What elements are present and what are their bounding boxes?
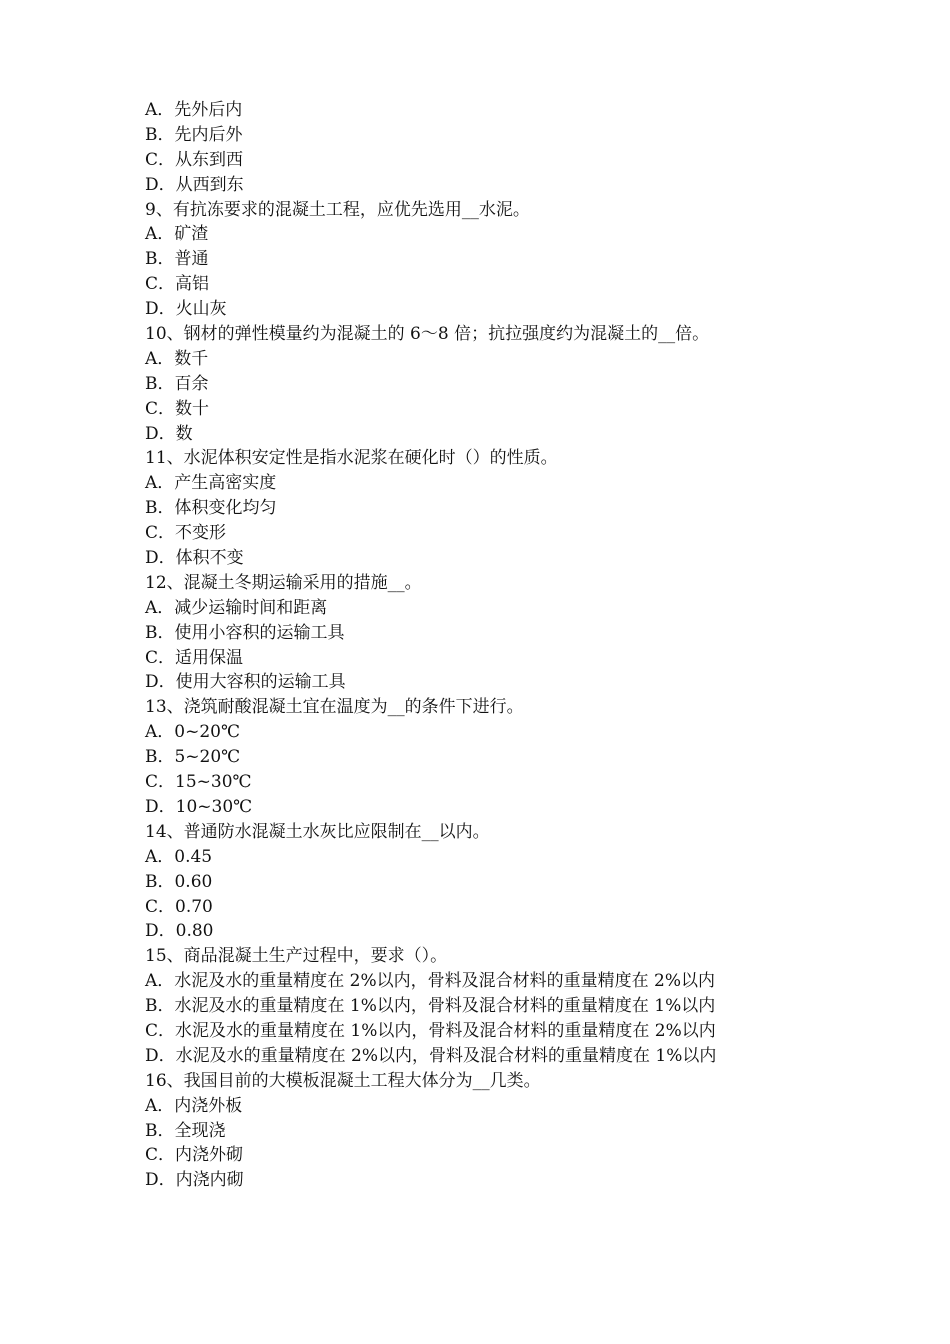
question-text: 15、商品混凝土生产过程中，要求（）。: [145, 946, 448, 967]
answer-option: C．水泥及水的重量精度在 1%以内，骨料及混合材料的重量精度在 2%以内: [145, 1020, 716, 1041]
answer-option: C．不变形: [145, 523, 227, 544]
answer-option: B．先内后外: [145, 124, 243, 145]
answer-option: A．0~20℃: [145, 722, 240, 743]
answer-option: D．内浇内砌: [145, 1170, 244, 1191]
answer-option: C．适用保温: [145, 647, 244, 668]
answer-option: B．5~20℃: [145, 747, 241, 768]
answer-option: A．产生高密实度: [145, 473, 277, 494]
question-text: 16、我国目前的大模板混凝土工程大体分为__几类。: [145, 1070, 541, 1091]
question-text: 11、水泥体积安定性是指水泥浆在硬化时（）的性质。: [145, 448, 558, 469]
answer-option: A．先外后内: [145, 100, 243, 120]
answer-option: C．数十: [145, 398, 210, 419]
question-text: 10、钢材的弹性模量约为混凝土的 6～8 倍；抗拉强度约为混凝土的__倍。: [145, 324, 710, 345]
answer-option: A．减少运输时间和距离: [145, 597, 328, 618]
answer-option: D．10~30℃: [145, 796, 253, 817]
answer-option: D．从西到东: [145, 174, 244, 195]
answer-option: D．体积不变: [145, 548, 244, 569]
answer-option: B．普通: [145, 249, 209, 270]
answer-option: A．0.45: [145, 846, 213, 867]
answer-option: D．数: [145, 423, 193, 444]
answer-option: D．0.80: [145, 921, 214, 942]
answer-option: C．15~30℃: [145, 772, 252, 793]
answer-option: A．水泥及水的重量精度在 2%以内，骨料及混合材料的重量精度在 2%以内: [145, 971, 716, 992]
question-text: 13、浇筑耐酸混凝土宜在温度为__的条件下进行。: [145, 697, 524, 718]
answer-option: B．使用小容积的运输工具: [145, 622, 345, 643]
question-text: 9、有抗冻要求的混凝土工程，应优先选用__水泥。: [145, 199, 530, 220]
answer-option: B．水泥及水的重量精度在 1%以内，骨料及混合材料的重量精度在 1%以内: [145, 996, 716, 1017]
answer-option: B．百余: [145, 373, 209, 394]
answer-option: C．0.70: [145, 896, 213, 917]
answer-option: B．全现浇: [145, 1120, 226, 1141]
answer-option: C．内浇外砌: [145, 1145, 244, 1166]
answer-option: A．数千: [145, 348, 209, 369]
question-text: 12、混凝土冬期运输采用的措施__。: [145, 572, 422, 593]
answer-option: B．0.60: [145, 871, 213, 892]
question-text: 14、普通防水混凝土水灰比应限制在__以内。: [145, 821, 490, 842]
answer-option: D．水泥及水的重量精度在 2%以内，骨料及混合材料的重量精度在 1%以内: [145, 1045, 717, 1066]
answer-option: A．矿渣: [145, 224, 209, 245]
answer-option: D．火山灰: [145, 299, 227, 320]
question-list: [145, 98, 805, 1193]
answer-option: C．从东到西: [145, 149, 244, 170]
answer-option: D．使用大容积的运输工具: [145, 672, 346, 693]
answer-option: A．内浇外板: [145, 1095, 243, 1116]
answer-option: C．高铝: [145, 274, 210, 295]
answer-option: B．体积变化均匀: [145, 498, 277, 519]
